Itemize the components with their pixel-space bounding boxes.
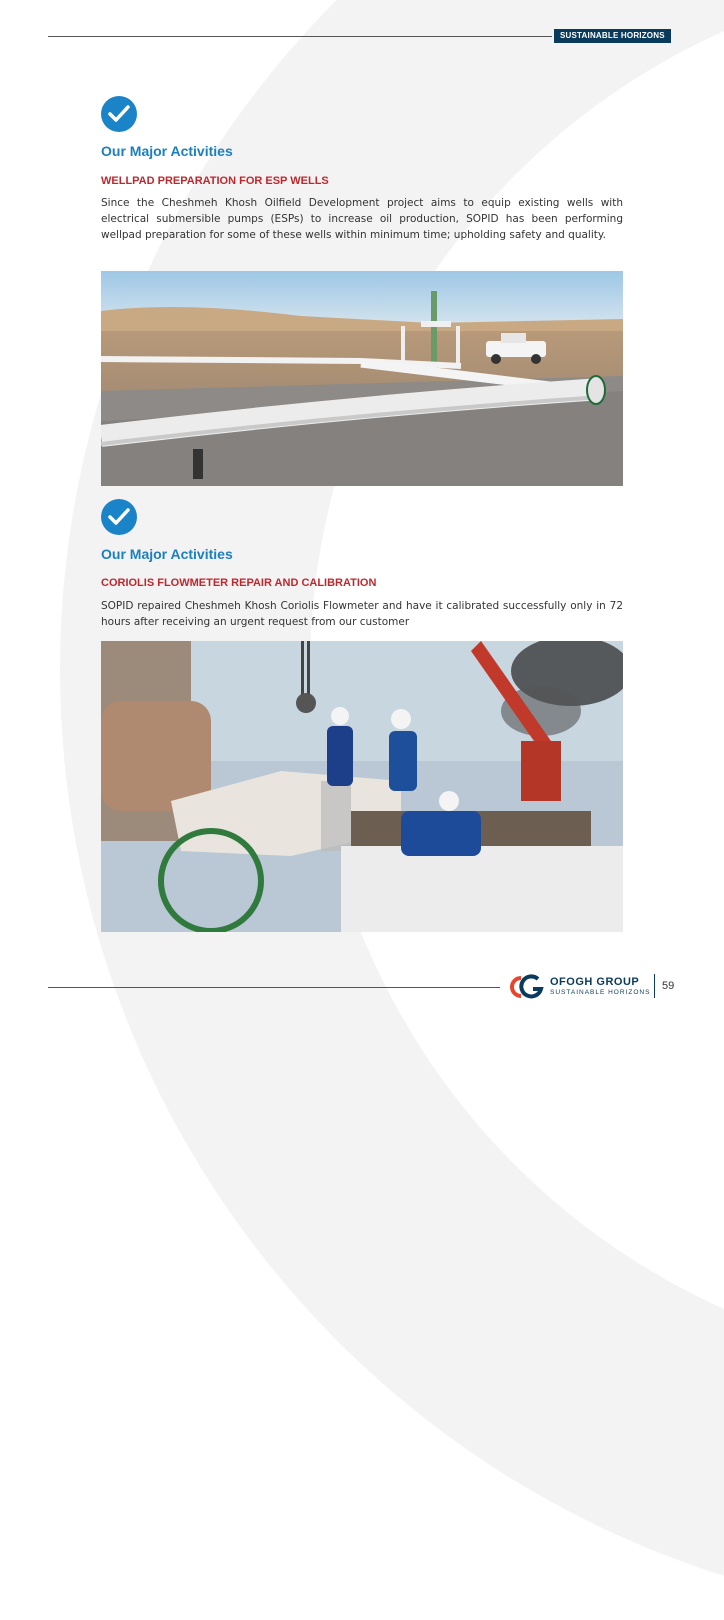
checkmark-icon <box>101 96 137 132</box>
section-title: Our Major Activities <box>101 546 233 562</box>
logo-mark-icon <box>508 974 546 1000</box>
section-subtitle: CORIOLIS FLOWMETER REPAIR AND CALIBRATION <box>101 577 377 589</box>
logo-name: OFOGH GROUP <box>550 976 640 988</box>
flowmeter-photo <box>101 641 623 932</box>
section-body: SOPID repaired Cheshmeh Khosh Coriolis Flowmeter and have it calibrated successfully only in 72 hours after receiving an urgent request from our customer <box>101 600 623 628</box>
wellpad-photo <box>101 271 623 486</box>
section-body: Since the Cheshmeh Khosh Oilfield Development project aims to equip existing wells with electrical submersible pumps (ESPs) to increase oil production, SOPID has been performing wellpad preparation for some of these wells within minimum time; upholding safety and quality. <box>101 197 623 241</box>
section-title: Our Major Activities <box>101 143 233 159</box>
page-number-divider <box>654 974 655 998</box>
footer-rule <box>48 987 500 988</box>
checkmark-icon <box>101 499 137 535</box>
page-number: 59 <box>662 980 675 992</box>
logo-tagline: SUSTAINABLE HORIZONS <box>550 989 651 996</box>
section-subtitle: WELLPAD PREPARATION FOR ESP WELLS <box>101 175 329 187</box>
header-rule <box>48 36 552 37</box>
header-tag: SUSTAINABLE HORIZONS <box>554 29 671 43</box>
company-logo <box>508 974 652 1000</box>
